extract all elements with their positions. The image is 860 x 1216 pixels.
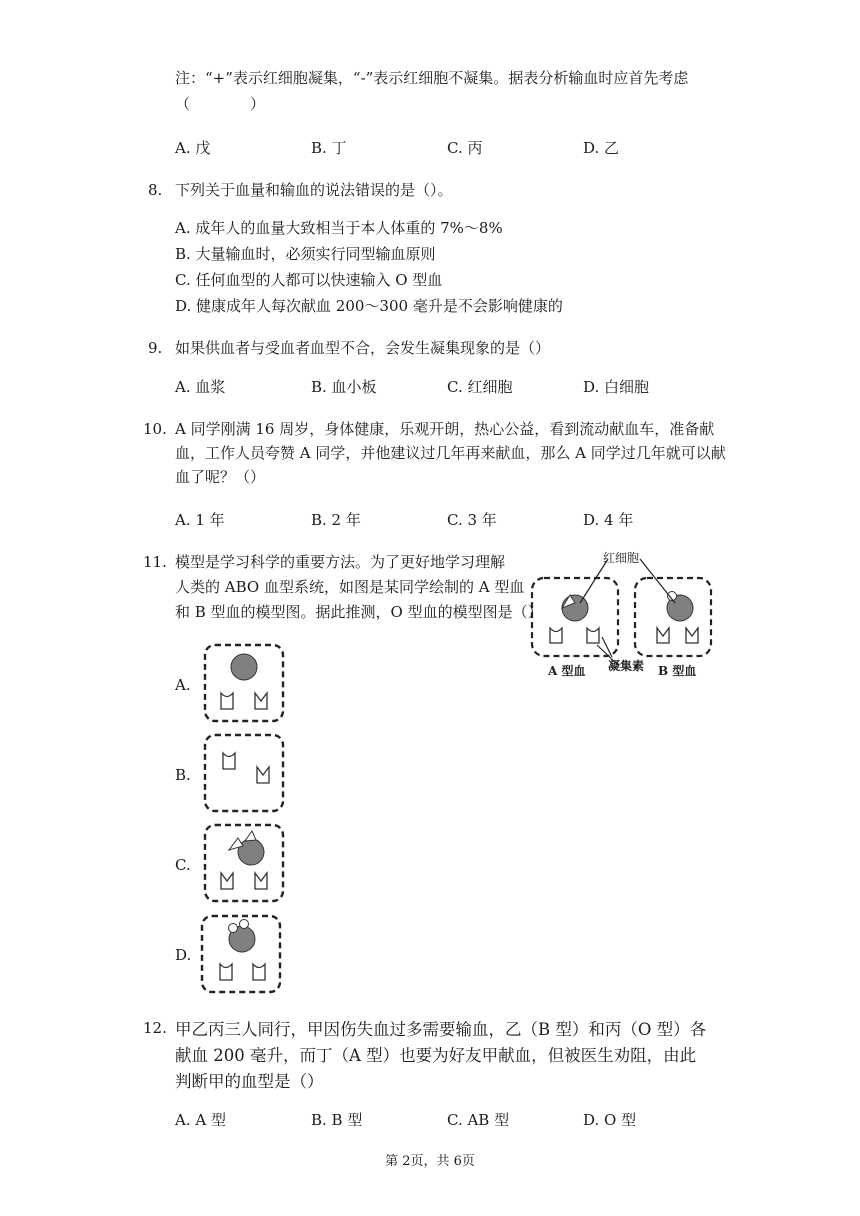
q12-option-d: D. O 型: [583, 1111, 637, 1129]
q12-option-b: B. B 型: [311, 1111, 363, 1129]
blood-type-model-figure: [520, 545, 720, 685]
q12-line-1: 甲乙丙三人同行，甲因伤失血过多需要输血，乙（B 型）和丙（O 型）各: [175, 1020, 707, 1039]
q11-option-b-label: B.: [175, 766, 191, 784]
q11-number: 11.: [143, 553, 167, 571]
q7-option-c: C. 丙: [447, 139, 483, 157]
q8-stem: 下列关于血量和输血的说法错误的是（）。: [175, 181, 453, 199]
q10-option-c: C. 3 年: [447, 511, 497, 529]
q11-option-d-model: [200, 914, 282, 994]
q11-option-d-label: D.: [175, 946, 192, 964]
note-line-2: （ ）: [175, 95, 266, 113]
q9-option-a: A. 血浆: [175, 378, 226, 396]
a-type-label: A 型血: [548, 664, 586, 678]
q9-number: 9.: [148, 339, 163, 357]
q10-number: 10.: [143, 420, 167, 438]
q9-stem: 如果供血者与受血者血型不合，会发生凝集现象的是（）: [175, 339, 551, 357]
q10-option-b: B. 2 年: [311, 511, 361, 529]
q8-number: 8.: [148, 181, 163, 199]
rbc-label: 红细胞: [603, 551, 640, 565]
q9-option-c: C. 红细胞: [447, 378, 513, 396]
page-footer: 第 2页，共 6页: [385, 1154, 475, 1169]
a-type-rbc: [562, 595, 588, 621]
q8-option-a: A. 成年人的血量大致相当于本人体重的 7%～8%: [175, 219, 503, 237]
q12-line-2: 献血 200 毫升，而丁（A 型）也要为好友甲献血，但被医生劝阻，由此: [175, 1046, 697, 1065]
q11-option-b-model: [203, 733, 285, 813]
q9-option-d: D. 白细胞: [583, 378, 650, 396]
q11-line-2: 人类的 ABO 血型系统，如图是某同学绘制的 A 型血: [175, 578, 525, 596]
q8-option-b: B. 大量输血时，必须实行同型输血原则: [175, 245, 436, 263]
q11-line-1: 模型是学习科学的重要方法。为了更好地学习理解: [175, 553, 506, 571]
q7-option-a: A. 戊: [175, 139, 211, 157]
agglutinin-label: 凝集素: [608, 659, 645, 673]
q12-option-c: C. AB 型: [447, 1111, 510, 1129]
q11-line-3: 和 B 型血的模型图。据此推测，O 型血的模型图是（）: [175, 603, 543, 621]
q11-option-c-model: [203, 823, 285, 903]
q7-option-b: B. 丁: [311, 139, 347, 157]
q11-option-c-label: C.: [175, 856, 191, 874]
q9-option-b: B. 血小板: [311, 378, 377, 396]
q10-option-a: A. 1 年: [175, 511, 225, 529]
q7-option-d: D. 乙: [583, 139, 620, 157]
q10-line-2: 血，工作人员夸赞 A 同学，并他建议过几年再来献血，那么 A 同学过几年就可以献: [175, 444, 726, 462]
q12-option-a: A. A 型: [175, 1111, 226, 1129]
q11-option-a-model: [203, 643, 285, 723]
b-type-label: B 型血: [658, 664, 697, 678]
q8-option-d: D. 健康成年人每次献血 200～300 毫升是不会影响健康的: [175, 297, 563, 315]
q12-number: 12.: [143, 1019, 167, 1037]
q10-line-3: 血了呢？（）: [175, 468, 266, 486]
q8-option-c: C. 任何血型的人都可以快速输入 O 型血: [175, 271, 443, 289]
q12-line-3: 判断甲的血型是（）: [175, 1072, 324, 1091]
note-line-1: 注：“+”表示红细胞凝集，“-”表示红细胞不凝集。据表分析输血时应首先考虑: [175, 69, 689, 87]
q11-option-a-label: A.: [175, 676, 191, 694]
q10-option-d: D. 4 年: [583, 511, 634, 529]
q10-line-1: A 同学刚满 16 周岁，身体健康，乐观开朗，热心公益，看到流动献血车，准备献: [175, 420, 715, 438]
